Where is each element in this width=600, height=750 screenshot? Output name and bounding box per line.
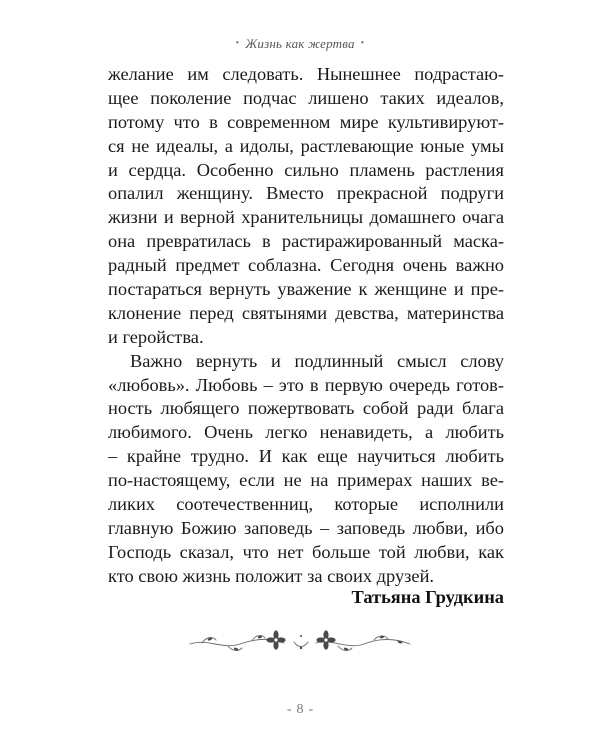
page-number-value: 8 (296, 702, 304, 717)
header-bullet-right: • (360, 38, 365, 49)
text-line: главную Божию заповедь – заповедь любви, ибо (108, 517, 504, 538)
running-header (0, 36, 600, 52)
text-line: Господь сказал, что нет больше той любви, как (108, 541, 504, 562)
text-line: – крайне трудно. И как еще научиться любить (108, 446, 504, 467)
text-line: и сердца. Особенно сильно пламень растления (108, 159, 504, 180)
text-line: «любовь». Любовь – это в первую очередь готов- (108, 374, 504, 395)
text-line: потому что в современном мире культивируют- (108, 111, 504, 132)
text-line: любимого. Очень легко ненавидеть, а любить (108, 422, 504, 443)
text-line: жизни и верной хранительницы домашнего очага (108, 207, 504, 228)
page-number-dash-right: - (308, 702, 314, 717)
running-header-title: Жизнь как жертва (245, 36, 355, 51)
text-line: ность любящего пожертвовать собой ради блага (108, 398, 504, 419)
author-signature: Татьяна Грудкина (351, 587, 504, 607)
text-line: Важно вернуть и подлинный смысл слову (130, 350, 504, 371)
text-line: клонение перед святынями девства, материнства (108, 302, 504, 323)
text-line: радный предмет соблазна. Сегодня очень важно (108, 255, 504, 276)
text-line: и геройства. (108, 326, 204, 347)
text-line: она превратилась в растиражированный маска- (108, 231, 504, 252)
text-line: желание им следовать. Нынешнее подрастаю- (108, 64, 504, 84)
page-number-dash-left: - (286, 702, 292, 717)
header-bullet-left: • (235, 38, 240, 49)
page-number (0, 702, 600, 718)
article-body (108, 63, 504, 589)
text-line: постараться вернуть уважение к женщине и пре- (108, 279, 504, 300)
text-line: ликих соотечественниц, которые исполнили (108, 494, 504, 515)
text-line: опалил женщину. Вместо прекрасной подруги (108, 183, 504, 204)
text-line: ся не идеалы, а идолы, растлевающие юные умы (108, 135, 504, 156)
text-line: щее поколение подчас лишено таких идеалов, (108, 87, 504, 108)
floral-divider-icon (188, 618, 412, 668)
text-line: кто свою жизнь положит за своих друзей. (108, 565, 435, 586)
text-line: по-настоящему, если не на примерах наших ве- (108, 470, 504, 491)
